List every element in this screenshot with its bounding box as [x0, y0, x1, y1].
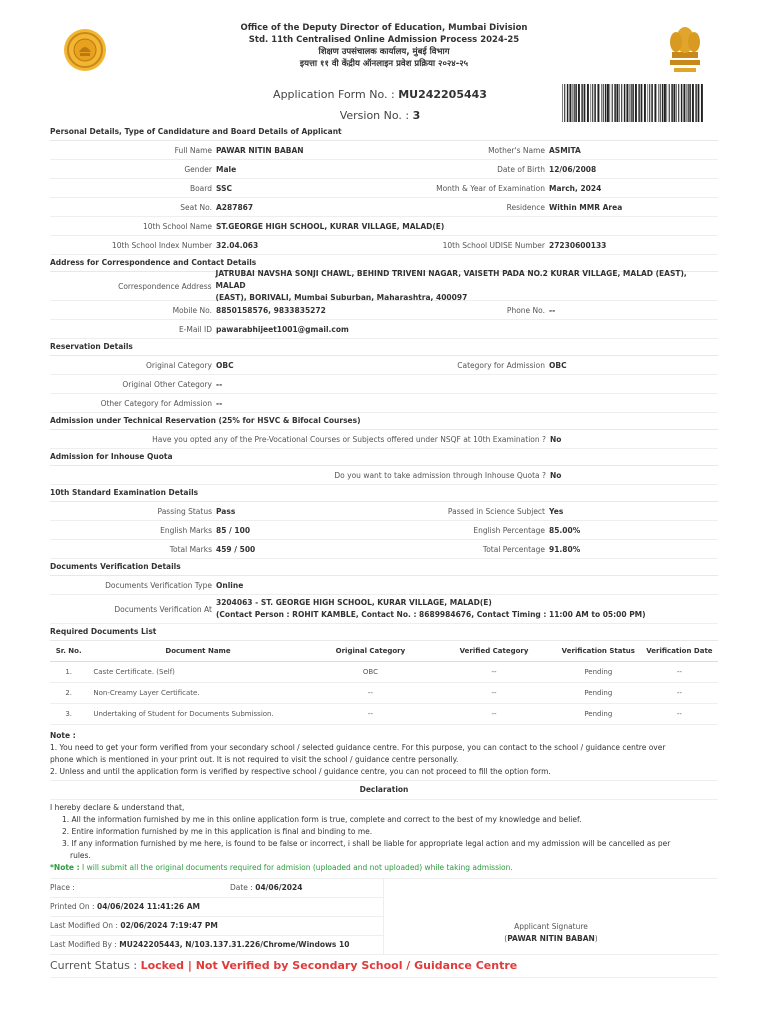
mobile-label: Mobile No.: [172, 305, 212, 315]
barcode-bar: [610, 84, 611, 122]
row-passing: [50, 502, 718, 521]
orig-cat-value: OBC: [216, 360, 234, 370]
email-value: pawarabhijeet1001@gmail.com: [216, 324, 349, 334]
total-pct-label: Total Percentage: [482, 544, 545, 554]
barcode-bar: [688, 84, 689, 122]
header-line-2: Std. 11th Centralised Online Admission Process 2024-25: [248, 35, 520, 45]
note-line-3: 2. Unless and until the application form is verified by respective school / guidance centre, you can not proceed to fill the option form.: [50, 767, 551, 776]
barcode-bar: [641, 84, 643, 122]
residence-label: Residence: [506, 202, 545, 212]
footer-left: [50, 879, 384, 954]
row-board: [50, 179, 718, 198]
barcode-bar: [667, 84, 668, 122]
barcode-bar: [644, 84, 646, 122]
declaration-note: [50, 862, 718, 874]
table-row: [50, 683, 718, 704]
exam-value: March, 2024: [549, 183, 602, 193]
cell-verification-status: Pending: [556, 704, 641, 725]
signature-open: (: [504, 934, 508, 943]
barcode-bar: [603, 84, 604, 122]
docver-at-label: Documents Verification At: [114, 604, 212, 614]
cell-original-category: --: [309, 704, 433, 725]
board-label: Board: [189, 183, 212, 193]
section-inhouse-title: Admission for Inhouse Quota: [50, 449, 718, 466]
application-form-info: [230, 84, 530, 126]
row-school: [50, 217, 718, 236]
printed-value: 04/06/2024 11:41:26 AM: [96, 902, 201, 911]
declaration-note-label: *Note :: [50, 863, 80, 872]
english-marks-value: 85 / 100: [216, 525, 251, 535]
section-reqdocs-title: Required Documents List: [50, 624, 718, 641]
declaration-note-text: I will submit all the original documents required for admision (uploaded and not uploaded) while taking admission.: [79, 863, 513, 872]
residence-value: Within MMR Area: [549, 202, 623, 212]
cell-document-name: Non-Creamy Layer Certificate.: [87, 683, 308, 704]
declaration-title: Declaration: [50, 780, 718, 800]
table-row: [50, 662, 718, 683]
barcode-bar: [584, 84, 586, 122]
barcode-bar: [639, 84, 640, 122]
full-name-value: PAWAR NITIN BABAN: [216, 145, 304, 155]
section-technical-title: Admission under Technical Reservation (25% for HSVC & Bifocal Courses): [50, 413, 718, 430]
barcode-bar: [614, 84, 616, 122]
dob-label: Date of Birth: [497, 164, 545, 174]
section-exam-title: 10th Standard Examination Details: [50, 485, 718, 502]
barcode-bar: [649, 84, 650, 122]
signature-area: [384, 879, 718, 954]
barcode-bar: [624, 84, 626, 122]
barcode-bar: [635, 84, 637, 122]
english-marks-label: English Marks: [160, 525, 212, 535]
note-line-1: 1. You need to get your form verified from your secondary school / selected guidance centre. For this purpose, you can contact to the school / guidance centre over: [50, 743, 666, 752]
row-docver-at: [50, 595, 718, 624]
current-status-label: Current Status :: [50, 959, 138, 972]
maharashtra-seal-logo: [63, 28, 107, 72]
national-emblem-logo: [662, 22, 708, 78]
row-docver-type: [50, 576, 718, 595]
barcode-bar: [616, 84, 618, 122]
current-status-row: [50, 955, 718, 978]
docver-type-value: Online: [216, 580, 244, 590]
school-label: 10th School Name: [142, 221, 212, 231]
barcode-bar: [681, 84, 683, 122]
cell-verification-date: --: [641, 704, 718, 725]
barcode-bar: [569, 84, 571, 122]
declaration-block: [50, 800, 718, 874]
mother-name-value: ASMITA: [549, 145, 581, 155]
barcode-bar: [601, 84, 602, 122]
footer-place-row: [50, 879, 383, 898]
barcode-bar: [671, 84, 673, 122]
row-correspondence: [50, 269, 718, 302]
correspondence-label: Correspondence Address: [118, 281, 212, 291]
barcode-bar: [689, 84, 691, 122]
barcode-bar: [594, 84, 596, 122]
barcode-bar: [582, 84, 583, 122]
full-name-label: Full Name: [174, 145, 212, 155]
col-document-name: Document Name: [87, 641, 308, 662]
cell-verification-status: Pending: [556, 662, 641, 683]
header-line-4: इयत्ता ११ वी केंद्रीय ऑनलाइन प्रवेश प्रक्रिया २०२४-२५: [299, 59, 469, 69]
barcode: [562, 84, 704, 122]
adm-cat-label: Category for Admission: [457, 360, 545, 370]
inhouse-question: Do you want to take admission through Inhouse Quota ?: [334, 470, 546, 480]
declaration-point-3b: rules.: [70, 851, 91, 860]
gender-label: Gender: [184, 164, 212, 174]
app-form-label: Application Form No. :: [273, 88, 395, 101]
version-label: Version No. :: [339, 109, 410, 122]
required-documents-table: [50, 641, 718, 725]
technical-question: Have you opted any of the Pre-Vocational Courses or Subjects offered under NSQF at 10th Examination ?: [152, 434, 546, 444]
barcode-bar: [701, 84, 703, 122]
barcode-bar: [597, 84, 599, 122]
mobile-value: 8850158576, 9833835272: [216, 305, 326, 315]
docver-type-label: Documents Verification Type: [105, 580, 212, 590]
col-verification-date: Verification Date: [641, 641, 718, 662]
barcode-bar: [683, 84, 685, 122]
footer-modified-row: [50, 917, 383, 936]
barcode-bar: [692, 84, 694, 122]
exam-label: Month & Year of Examination: [436, 183, 545, 193]
row-gender: [50, 160, 718, 179]
row-original-category: [50, 356, 718, 375]
total-marks-label: Total Marks: [169, 544, 212, 554]
correspondence-line-2: (EAST), BORIVALI, Mumbai Suburban, Maharashtra, 400097: [215, 293, 468, 302]
correspondence-line-1: JATRUBAI NAVSHA SONJI CHAWL, BEHIND TRIVENI NAGAR, VAISETH PADA NO.2 KURAR VILLAGE, MALAD (EAST), MALAD: [215, 269, 687, 290]
place-label: Place :: [50, 883, 75, 892]
gender-value: Male: [216, 164, 237, 174]
footer-modby-row: [50, 936, 383, 954]
barcode-bar: [658, 84, 659, 122]
footer-block: [50, 878, 718, 955]
index-value: 32.04.063: [216, 240, 259, 250]
passing-value: Pass: [216, 506, 236, 516]
barcode-bar: [567, 84, 569, 122]
orig-other-value: --: [216, 379, 223, 389]
signature-label: Applicant Signature: [514, 922, 588, 931]
email-label: E-Mail ID: [178, 324, 212, 334]
signature-name: PAWAR NITIN BABAN: [507, 934, 595, 943]
school-value: ST.GEORGE HIGH SCHOOL, KURAR VILLAGE, MALAD(E): [216, 221, 445, 231]
cell-sr-no: 2.: [50, 683, 87, 704]
barcode-bar: [575, 84, 577, 122]
barcode-bar: [631, 84, 632, 122]
adm-cat-value: OBC: [549, 360, 567, 370]
barcode-bar: [698, 84, 700, 122]
row-english: [50, 521, 718, 540]
date-value: 04/06/2024: [255, 883, 303, 892]
cell-original-category: OBC: [309, 662, 433, 683]
phone-value: --: [549, 305, 556, 315]
seat-value: A287867: [216, 202, 254, 212]
barcode-bar: [630, 84, 631, 122]
barcode-bar: [695, 84, 696, 122]
declaration-point-2: 2. Entire information furnished by me in this application is final and binding to me.: [62, 827, 373, 836]
barcode-bar: [687, 84, 688, 122]
science-value: Yes: [549, 506, 564, 516]
barcode-bar: [619, 84, 620, 122]
printed-label: Printed On :: [50, 902, 95, 911]
barcode-bar: [660, 84, 661, 122]
row-email: [50, 320, 718, 339]
barcode-bar: [581, 84, 582, 122]
orig-other-label: Original Other Category: [122, 379, 212, 389]
total-marks-value: 459 / 500: [216, 544, 256, 554]
english-pct-value: 85.00%: [549, 525, 581, 535]
date-label: Date :: [230, 883, 253, 892]
technical-answer: No: [550, 434, 562, 444]
row-other-admission: [50, 394, 718, 413]
section-reservation-title: Reservation Details: [50, 339, 718, 356]
row-original-other: [50, 375, 718, 394]
cell-sr-no: 3.: [50, 704, 87, 725]
phone-label: Phone No.: [506, 305, 545, 315]
inhouse-answer: No: [550, 470, 562, 480]
note-title: Note :: [50, 731, 76, 740]
barcode-bar: [648, 84, 649, 122]
app-form-number: MU242205443: [398, 88, 487, 101]
row-index: [50, 236, 718, 255]
other-adm-value: --: [216, 398, 223, 408]
row-name: [50, 141, 718, 160]
barcode-bar: [638, 84, 639, 122]
modby-value: MU242205443, N/103.137.31.226/Chrome/Windows 10: [119, 940, 350, 949]
col-original-category: Original Category: [309, 641, 433, 662]
barcode-bar: [621, 84, 622, 122]
cell-verification-date: --: [641, 683, 718, 704]
science-label: Passed in Science Subject: [447, 506, 545, 516]
udise-value: 27230600133: [549, 240, 607, 250]
section-personal-title: Personal Details, Type of Candidature and Board Details of Applicant: [50, 124, 718, 141]
signature-name-line: [384, 933, 718, 945]
barcode-bar: [578, 84, 580, 122]
col-sr-no: Sr. No.: [50, 641, 87, 662]
seat-label: Seat No.: [180, 202, 212, 212]
header-line-3: शिक्षण उपसंचालक कार्यालय, मुंबई विभाग: [318, 47, 450, 57]
modby-label: Last Modified By :: [50, 940, 117, 949]
correspondence-value: [216, 268, 718, 304]
barcode-bar: [574, 84, 575, 122]
mother-name-label: Mother's Name: [488, 145, 545, 155]
barcode-bar: [673, 84, 675, 122]
row-inhouse: [50, 466, 718, 485]
cell-verification-status: Pending: [556, 683, 641, 704]
barcode-bar: [591, 84, 592, 122]
barcode-bar: [562, 84, 563, 122]
cell-verified-category: --: [432, 662, 556, 683]
docver-at-line-2: (Contact Person : ROHIT KAMBLE, Contact No. : 8689984676, Contact Timing : 11:00 AM to 05:00 PM): [216, 610, 646, 619]
barcode-bar: [654, 84, 656, 122]
row-total: [50, 540, 718, 559]
signature-close: ): [594, 934, 598, 943]
board-value: SSC: [216, 183, 232, 193]
cell-sr-no: 1.: [50, 662, 87, 683]
barcode-bar: [669, 84, 670, 122]
footer-printed-row: [50, 898, 383, 917]
header-line-1: Office of the Deputy Director of Education, Mumbai Division: [240, 23, 528, 33]
col-verified-category: Verified Category: [432, 641, 556, 662]
cell-verified-category: --: [432, 704, 556, 725]
docver-at-value: [216, 597, 646, 621]
barcode-bar: [607, 84, 609, 122]
barcode-bar: [676, 84, 677, 122]
english-pct-label: English Percentage: [473, 525, 545, 535]
cell-document-name: Caste Certificate. (Self): [87, 662, 308, 683]
cell-original-category: --: [309, 683, 433, 704]
dob-value: 12/06/2008: [549, 164, 597, 174]
page-header: [0, 0, 768, 80]
table-header-row: [50, 641, 718, 662]
barcode-bar: [664, 84, 666, 122]
current-status-value: Locked | Not Verified by Secondary School / Guidance Centre: [140, 959, 518, 972]
barcode-bar: [564, 84, 565, 122]
barcode-bar: [592, 84, 593, 122]
row-seat: [50, 198, 718, 217]
barcode-bar: [605, 84, 607, 122]
barcode-bar: [678, 84, 679, 122]
barcode-bar: [573, 84, 574, 122]
table-row: [50, 704, 718, 725]
cell-verification-date: --: [641, 662, 718, 683]
barcode-bar: [626, 84, 628, 122]
note-block: [50, 730, 718, 778]
orig-cat-label: Original Category: [146, 360, 212, 370]
cell-document-name: Undertaking of Student for Documents Submission.: [87, 704, 308, 725]
note-line-2: phone which is mentioned in your print out. It is not required to visit the school / guidance centre personally.: [50, 755, 459, 764]
barcode-bar: [587, 84, 589, 122]
passing-label: Passing Status: [157, 506, 212, 516]
udise-label: 10th School UDISE Number: [442, 240, 545, 250]
declaration-point-1: 1. All the information furnished by me in this online application form is true, complete and correct to the best of my knowledge and belief.: [62, 815, 582, 824]
version-number: 3: [412, 109, 421, 122]
modified-label: Last Modified On :: [50, 921, 118, 930]
index-label: 10th School Index Number: [111, 240, 212, 250]
total-pct-value: 91.80%: [549, 544, 581, 554]
barcode-bar: [612, 84, 613, 122]
barcode-bar: [651, 84, 653, 122]
barcode-bar: [696, 84, 697, 122]
other-adm-label: Other Category for Admission: [100, 398, 212, 408]
declaration-intro: I hereby declare & understand that,: [50, 803, 185, 812]
section-address-title: Address for Correspondence and Contact Details: [50, 255, 718, 272]
barcode-bar: [632, 84, 634, 122]
modified-value: 02/06/2024 7:19:47 PM: [120, 921, 218, 930]
form-content: [50, 124, 718, 978]
barcode-bar: [662, 84, 664, 122]
cell-verified-category: --: [432, 683, 556, 704]
header-title: [200, 22, 568, 70]
row-technical: [50, 430, 718, 449]
signature-block: [384, 921, 718, 945]
docver-at-line-1: 3204063 - ST. GEORGE HIGH SCHOOL, KURAR VILLAGE, MALAD(E): [216, 598, 492, 607]
col-verification-status: Verification Status: [556, 641, 641, 662]
declaration-point-3a: 3. If any information furnished by me here, is found to be false or incorrect, i shall be liable for appropriate legal action and my admission will be cancelled as per: [62, 839, 671, 848]
section-docver-title: Documents Verification Details: [50, 559, 718, 576]
